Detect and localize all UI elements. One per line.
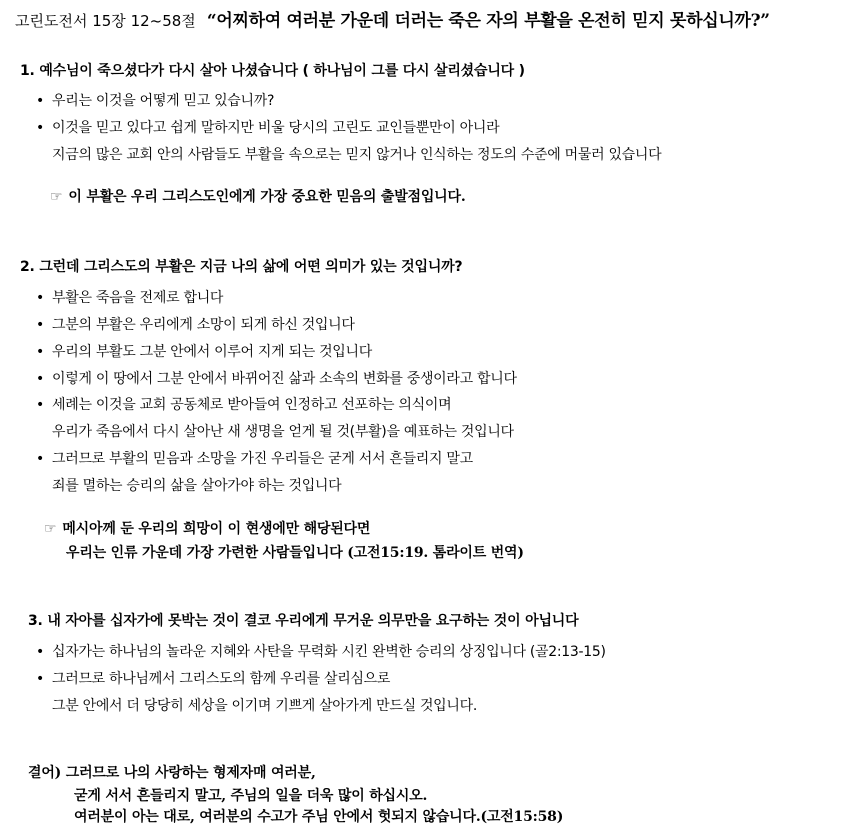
list-item-continuation: 그분 안에서 더 당당히 세상을 이기며 기쁘게 살아가게 만드실 것입니다. bbox=[52, 698, 477, 714]
section-3-heading: 3. 내 자아를 십자가에 못박는 것이 결코 우리에게 무거운 의무만을 요구하는 것이 아닙니다 bbox=[28, 613, 579, 629]
note-callout: ☞ 메시아께 둔 우리의 희망이 이 현생에만 해당된다면 bbox=[44, 521, 371, 537]
list-item: • 그러므로 부활의 믿음과 소망을 가진 우리들은 굳게 서서 흔들리지 말고 bbox=[36, 451, 473, 467]
pointing-hand-icon: ☞ bbox=[50, 189, 63, 205]
sermon-title-quote: “어찌하여 여러분 가운데 더러는 죽은 자의 부활을 온전히 믿지 못하십니까?” bbox=[206, 11, 770, 31]
note-callout: ☞ 이 부활은 우리 그리스도인에게 가장 중요한 믿음의 출발점입니다. bbox=[50, 189, 466, 205]
list-item: • 우리의 부활도 그분 안에서 이루어 지게 되는 것입니다 bbox=[36, 344, 372, 360]
bullet-icon: • bbox=[36, 371, 44, 387]
bullet-icon: • bbox=[36, 344, 44, 360]
list-item: • 이것을 믿고 있다고 쉽게 말하지만 비울 당시의 고린도 교인들뿐만이 아니라 bbox=[36, 120, 500, 136]
list-item-continuation: 죄를 멸하는 승리의 삶을 살아가야 하는 것입니다 bbox=[52, 478, 342, 494]
list-item: • 이렇게 이 땅에서 그분 안에서 바뀌어진 삶과 소속의 변화를 중생이라고 합니다 bbox=[36, 371, 517, 387]
scripture-reference: 고린도전서 15장 12~58절 bbox=[15, 12, 196, 30]
list-item: • 그분의 부활은 우리에게 소망이 되게 하신 것입니다 bbox=[36, 317, 355, 333]
bullet-icon: • bbox=[36, 671, 44, 687]
list-item: • 십자가는 하나님의 놀라운 지혜와 사탄을 무력화 시킨 완벽한 승리의 상징입니다 (골2:13-15) bbox=[36, 644, 606, 660]
list-item-continuation: 지금의 많은 교회 안의 사람들도 부활을 속으로는 믿지 않거나 인식하는 정도의 수준에 머물러 있습니다 bbox=[52, 147, 662, 163]
bullet-icon: • bbox=[36, 290, 44, 306]
note-callout-continuation: 우리는 인류 가운데 가장 가련한 사람들입니다 (고전15:19. 톰라이트 번역) bbox=[66, 545, 524, 561]
conclusion-line: 여러분이 아는 대로, 여러분의 수고가 주님 안에서 헛되지 않습니다.(고전15:58) bbox=[74, 809, 564, 825]
pointing-hand-icon: ☞ bbox=[44, 521, 57, 537]
document-header bbox=[15, 6, 770, 31]
bullet-icon: • bbox=[36, 644, 44, 660]
bullet-icon: • bbox=[36, 451, 44, 467]
list-item: • 그러므로 하나님께서 그리스도의 함께 우리를 살리심으로 bbox=[36, 671, 391, 687]
bullet-icon: • bbox=[36, 317, 44, 333]
bullet-icon: • bbox=[36, 120, 44, 136]
list-item: • 우리는 이것을 어떻게 믿고 있습니까? bbox=[36, 93, 275, 109]
conclusion-line: 결어) 그러므로 나의 사랑하는 형제자매 여러분, bbox=[28, 765, 316, 781]
section-1-heading: 1. 예수님이 죽으셨다가 다시 살아 나셨습니다 ( 하나님이 그를 다시 살리셨습니다 ) bbox=[20, 63, 525, 79]
bullet-icon: • bbox=[36, 93, 44, 109]
conclusion-line: 굳게 서서 흔들리지 말고, 주님의 일을 더욱 많이 하십시오. bbox=[74, 788, 428, 804]
list-item: • 부활은 죽음을 전제로 합니다 bbox=[36, 290, 224, 306]
list-item: • 세례는 이것을 교회 공동체로 받아들여 인정하고 선포하는 의식이며 bbox=[36, 397, 452, 413]
bullet-icon: • bbox=[36, 397, 44, 413]
section-2-heading: 2. 그런데 그리스도의 부활은 지금 나의 삶에 어떤 의미가 있는 것입니까? bbox=[20, 259, 463, 275]
list-item-continuation: 우리가 죽음에서 다시 살아난 새 생명을 얻게 될 것(부활)을 예표하는 것입니다 bbox=[52, 424, 514, 440]
